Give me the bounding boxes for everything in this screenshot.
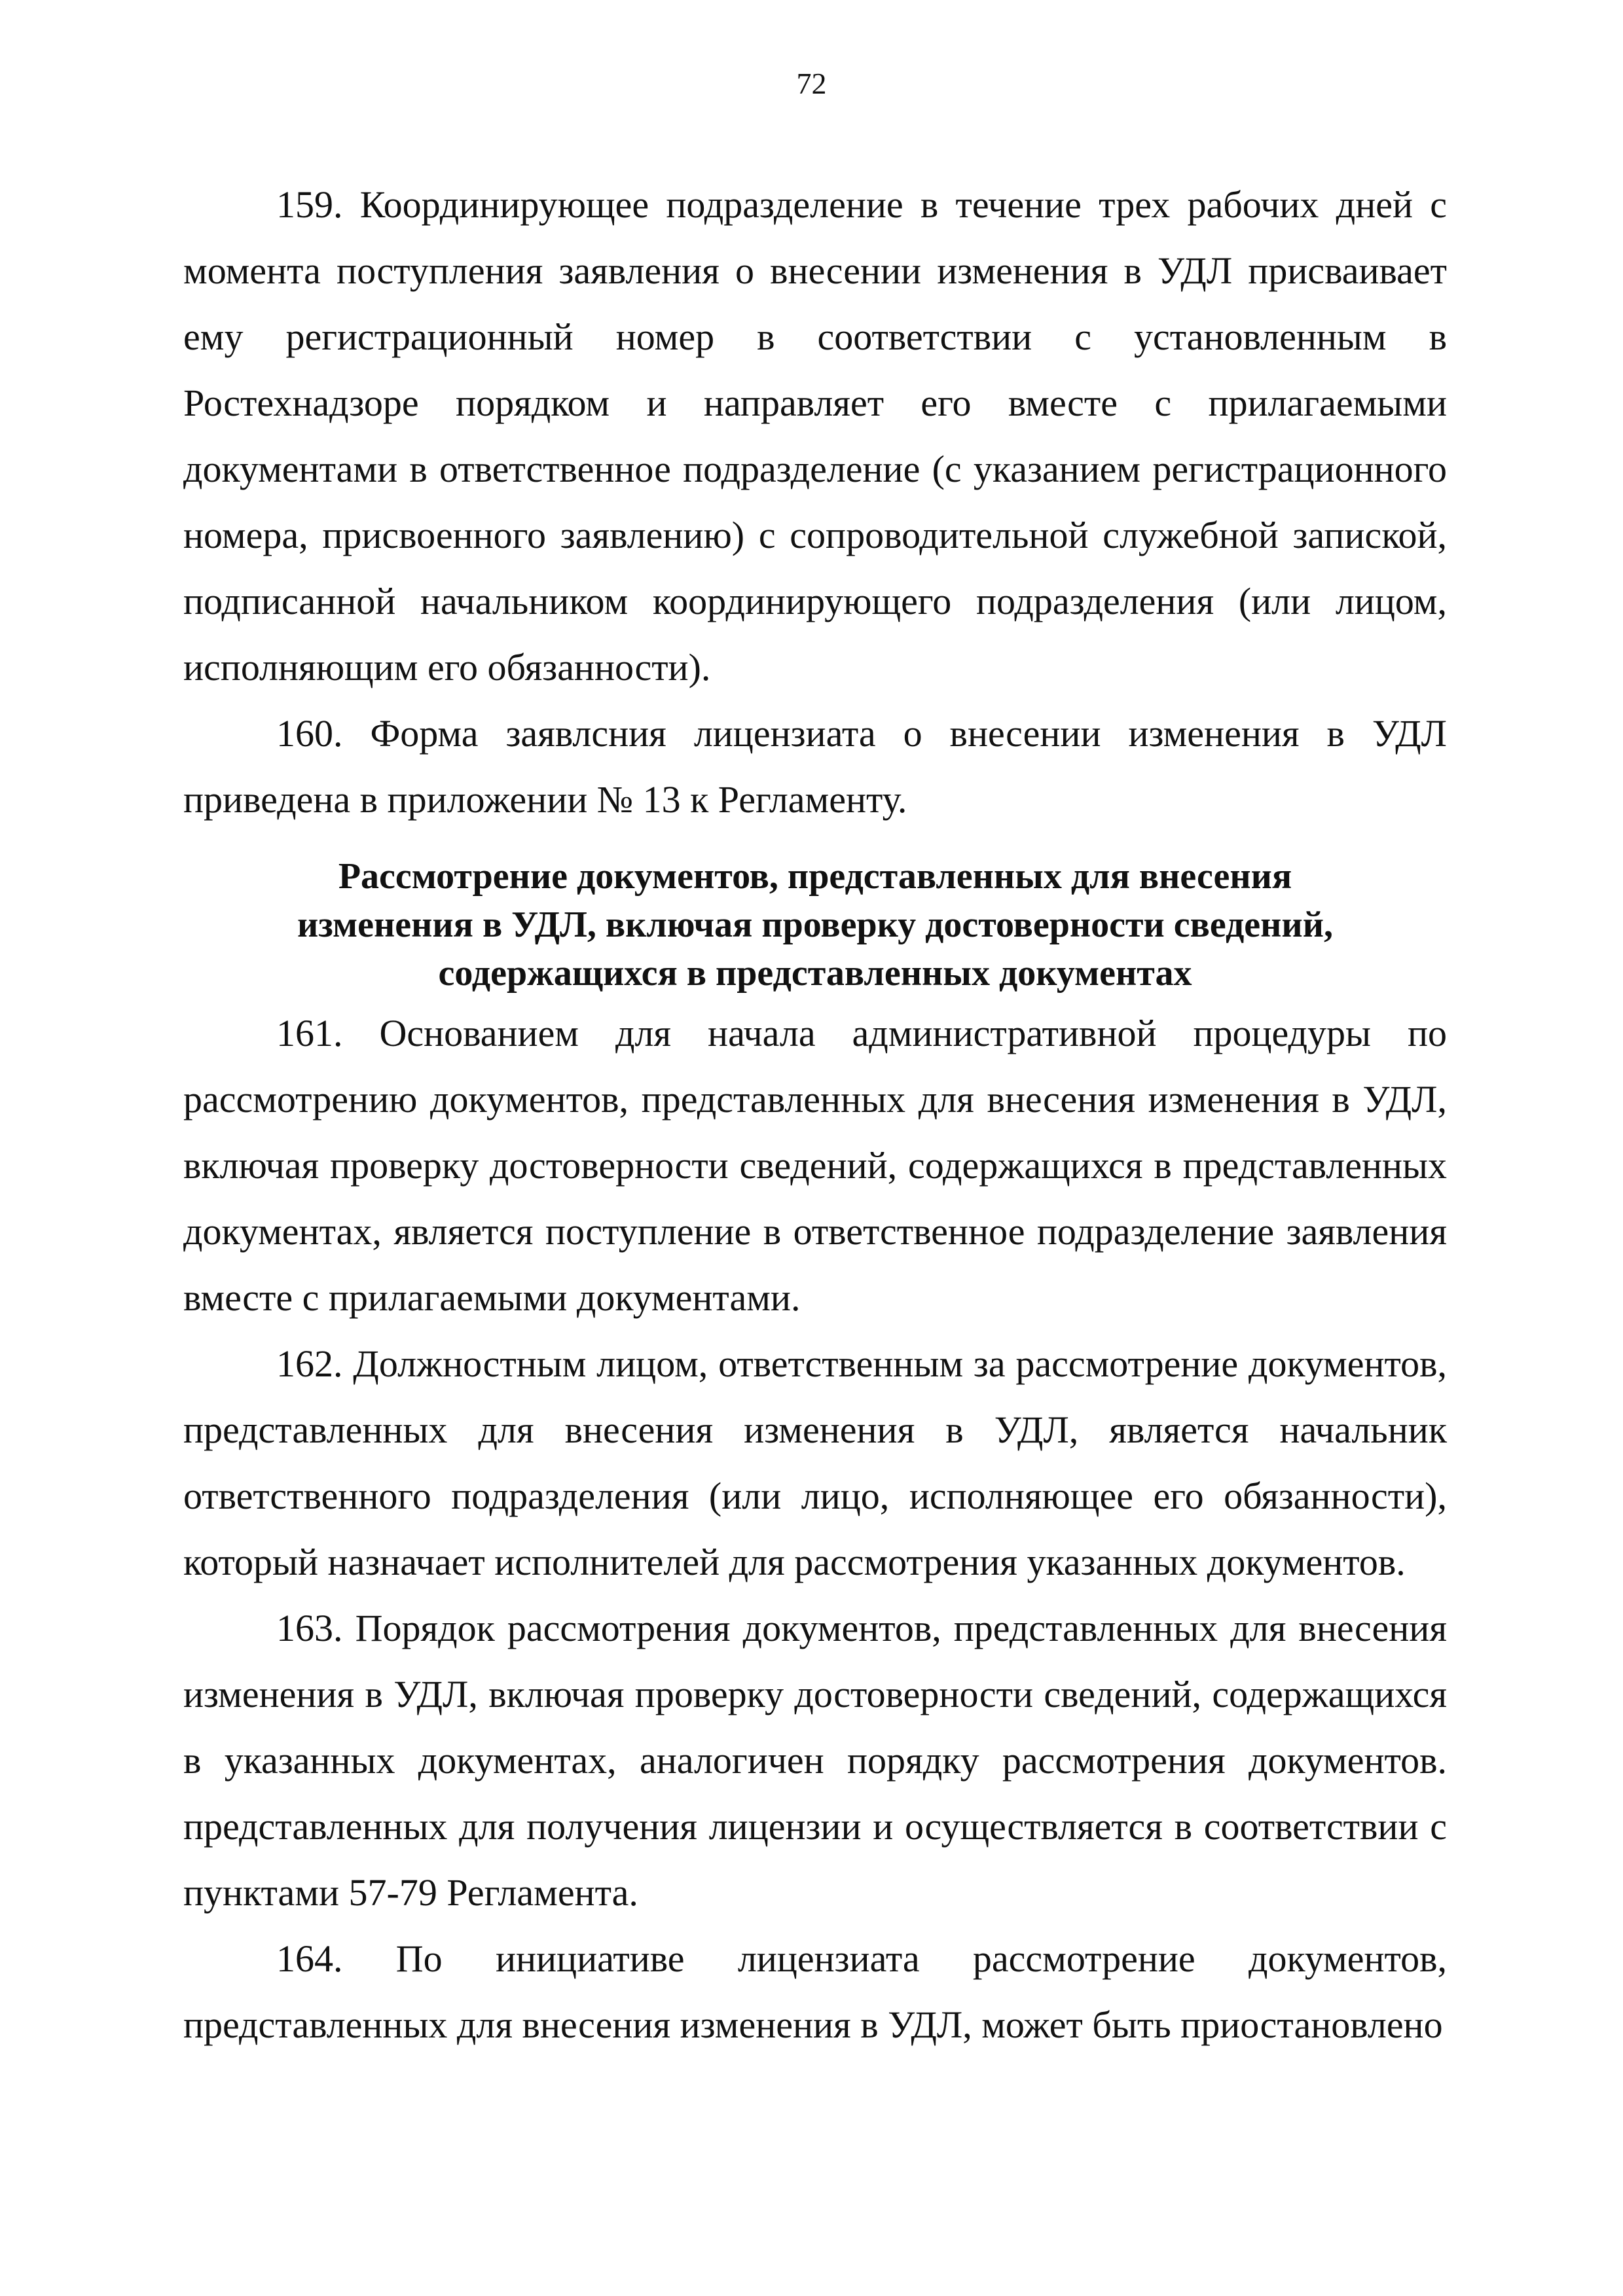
section-heading-line-2: изменения в УДЛ, включая проверку достоверности сведений, (297, 905, 1333, 945)
paragraph-number: 164. (276, 1937, 343, 1980)
paragraph-159 (183, 171, 1447, 700)
paragraph-text: Основанием для начала административной процедуры по рассмотрению документов, представленных для внесения изменения в УДЛ, включая проверку достоверности сведений, содержащихся в представленных документах, является поступление в ответственное подразделение заявления вместе с прилагаемыми документами. (183, 1012, 1447, 1319)
paragraph-text: Должностным лицом, ответственным за рассмотрение документов, представленных для внесения изменения в УДЛ, является начальник ответственного подразделения (или лицо, исполняющее его обязанности), который назначает исполнителей для рассмотрения указанных документов. (183, 1342, 1448, 1583)
paragraph-160 (183, 700, 1447, 833)
paragraph-163 (183, 1595, 1447, 1926)
paragraph-number: 162. (276, 1342, 343, 1385)
paragraph-number: 163. (276, 1607, 343, 1649)
paragraph-162 (183, 1331, 1447, 1595)
section-heading-line-1: Рассмотрение документов, представленных для внесения (338, 856, 1292, 897)
paragraph-161 (183, 1000, 1447, 1331)
section-heading (183, 852, 1447, 997)
paragraph-number: 161. (276, 1012, 343, 1054)
document-body (183, 171, 1447, 2058)
page-number: 72 (796, 67, 827, 100)
paragraph-text: Порядок рассмотрения документов, представленных для внесения изменения в УДЛ, включая проверку достоверности сведений, содержащихся в указанных документах, аналогичен порядку рассмотрения документов. представленных для получения лицензии и осуществляется в соответствии с пунктами 57-79 Регламента. (183, 1607, 1447, 1914)
paragraph-number: 159. (276, 183, 343, 226)
paragraph-text: Форма заявлсния лицензиата о внесении изменения в УДЛ приведена в приложении № 13 к Регламенту. (183, 712, 1448, 821)
paragraph-text: По инициативе лицензиата рассмотрение документов, представленных для внесения изменения в УДЛ, может быть приостановлено (183, 1937, 1448, 2046)
section-heading-line-3: содержащихся в представленных документах (438, 953, 1192, 994)
paragraph-164 (183, 1926, 1447, 2058)
paragraph-text: Координирующее подразделение в течение трех рабочих дней с момента поступления заявления о внесении изменения в УДЛ присваивает ему регистрационный номер в соответствии с установленным в Ростехнадзоре порядком и направляет его вместе с прилагаемыми документами в ответственное подразделение (с указанием регистрационного номера, присвоенного заявлению) с сопроводительной служебной запиской, подписанной начальником координирующего подразделения (или лицом, исполняющим его обязанности). (183, 183, 1448, 689)
paragraph-number: 160. (276, 712, 343, 755)
